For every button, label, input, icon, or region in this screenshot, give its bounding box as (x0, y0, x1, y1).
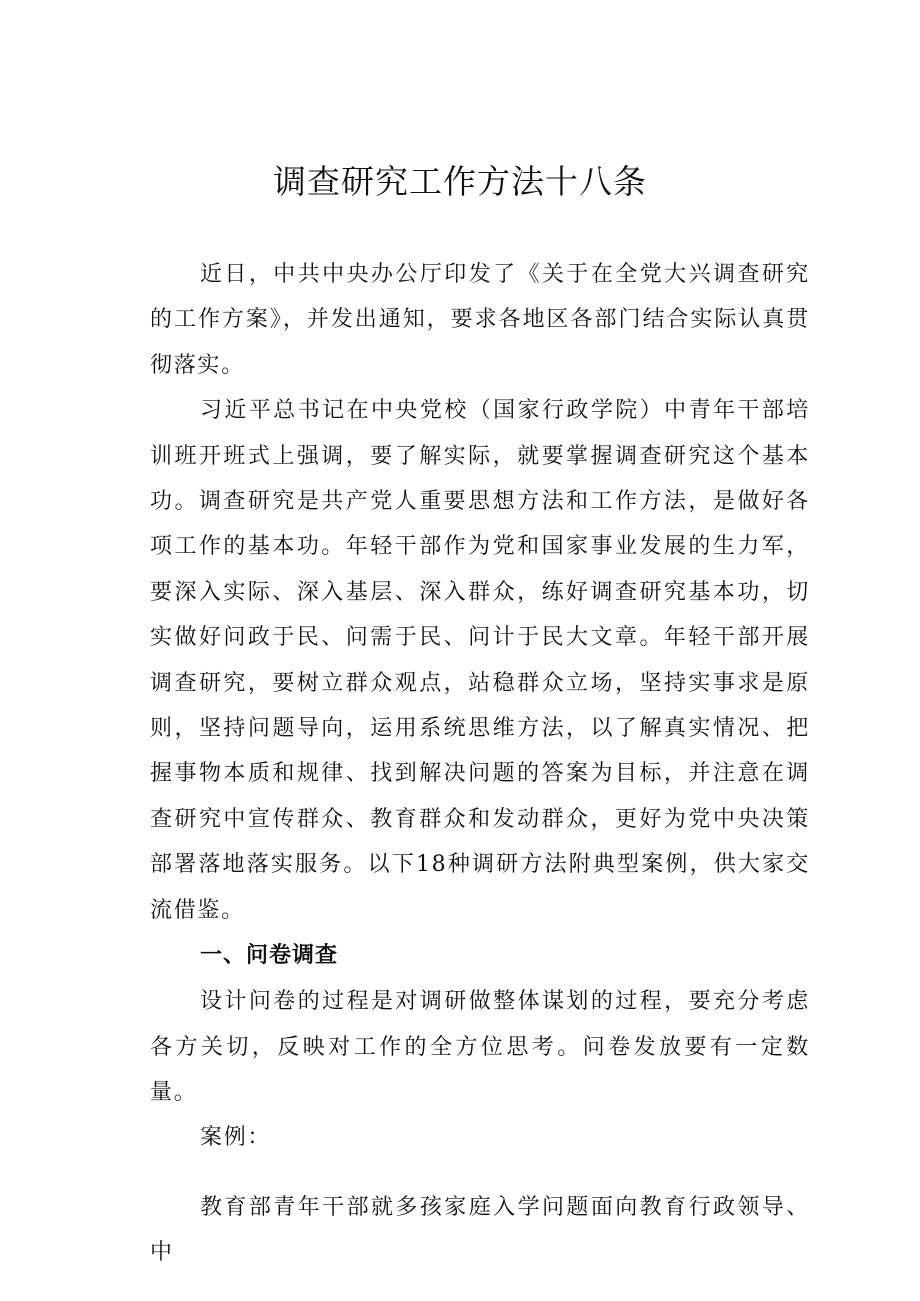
document-title: 调查研究工作方法十八条 (273, 162, 647, 201)
case-paragraph: 教育部青年干部就多孩家庭入学问题面向教育行政领导、中 (150, 1194, 810, 1266)
intro-paragraph: 近日，中共中央办公厅印发了《关于在全党大兴调查研究的工作方案》，并发出通知，要求各地区各部门结合实际认真贯彻落实。 (150, 262, 810, 378)
case-label: 案例： (200, 1125, 272, 1151)
section-paragraph: 设计问卷的过程是对调研做整体谋划的过程，要充分考虑各方关切，反映对工作的全方位思考。问卷发放要有一定数量。 (150, 989, 810, 1105)
section-heading-questionnaire: 一、问卷调查 (200, 943, 339, 969)
document-body (150, 252, 810, 1276)
speech-paragraph: 习近平总书记在中央党校（国家行政学院）中青年干部培训班开班式上强调，要了解实际，就要掌握调查研究这个基本功。调查研究是共产党人重要思想方法和工作方法，是做好各项工作的基本功。年轻干部作为党和国家事业发展的生力军，要深入实际、深入基层、深入群众，练好调查研究基本功，切实做好问政于民、问需于民、问计于民大文章。年轻干部开展调查研究，要树立群众观点，站稳群众立场，坚持实事求是原则，坚持问题导向，运用系统思维方法，以了解真实情况、把握事物本质和规律、找到解决问题的答案为目标，并注意在调查研究中宣传群众、教育群众和发动群众，更好为党中央决策部署落地落实服务。以下18种调研方法附典型案例，供大家交流借鉴。 (150, 398, 810, 923)
